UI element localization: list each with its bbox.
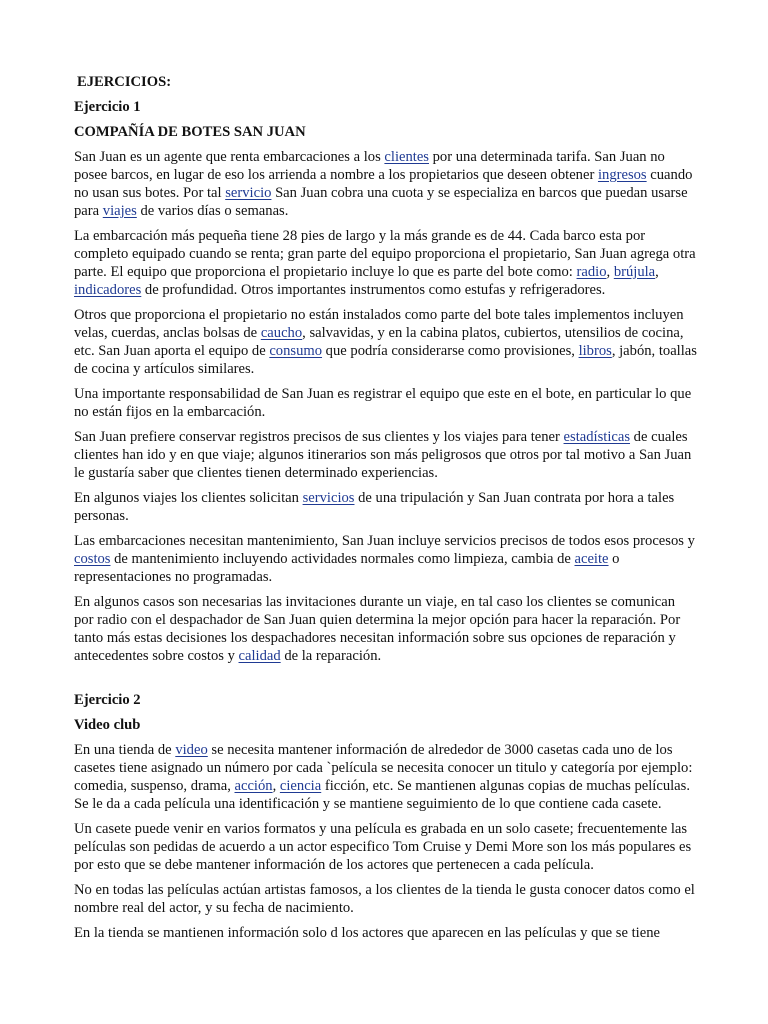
ex1-paragraph-1: San Juan es un agente que renta embarcaciones a los clientes por una determinada tarifa. San Juan no posee barcos, en lugar de eso los arrienda a nombre a los propietarios que deseen obtener ingresos cuando no usan sus botes. Por tal servicio San Juan cobra una cuota y se especializa en barcos que puedan usarse para viajes de varios días o semanas. (74, 149, 693, 219)
main-heading: EJERCICIOS: (77, 74, 172, 90)
exercise-2-title: Video club (74, 717, 141, 733)
exercise-1-label: Ejercicio 1 (74, 99, 141, 115)
section-gap (74, 672, 698, 691)
ex2-paragraph-1: En una tienda de video se necesita mantener información de alrededor de 3000 casetas cada uno de los casetes tiene asignado un número por cada `película se necesita conocer un titulo y categoría por ejemplo: comedia, suspenso, drama, acción, ciencia ficción, etc. Se mantienen algunas copias de muchas películas. Se le da a cada película una identificación y se mantiene seguimiento de lo que contiene cada casete. (74, 742, 693, 812)
link-calidad[interactable]: calidad (238, 648, 281, 664)
ex1-paragraph-7: Las embarcaciones necesitan mantenimiento, San Juan incluye servicios precisos de todos esos procesos y costos de mantenimiento incluyendo actividades normales como limpieza, cambia de aceite o representaciones no programadas. (74, 533, 695, 585)
ex2-paragraph-3: No en todas las películas actúan artistas famosos, a los clientes de la tienda le gusta conocer datos como el nombre real del actor, y su fecha de nacimiento. (74, 882, 695, 916)
link-consumo[interactable]: consumo (269, 343, 323, 359)
ex1-paragraph-5: San Juan prefiere conservar registros precisos de sus clientes y los viajes para tener estadísticas de cuales clientes han ido y en que viaje; algunos itinerarios son más peligrosos que otros por tal motivo a San Juan le gustaría saber que clientes tienen determinado experiencias. (74, 429, 692, 481)
link-ingresos[interactable]: ingresos (597, 167, 647, 183)
link-indicadores[interactable]: indicadores (74, 282, 142, 298)
ex1-paragraph-4: Una importante responsabilidad de San Juan es registrar el equipo que este en el bote, en particular lo que no están fijos en la embarcación. (74, 386, 692, 420)
link-servicio[interactable]: servicio (225, 185, 272, 201)
ex1-paragraph-2: La embarcación más pequeña tiene 28 pies de largo y la más grande es de 44. Cada barco esta por completo equipado cuando se renta; gran parte del equipo proporciona el propietario, San Juan agrega otra parte. El equipo que proporciona el propietario incluye lo que es parte del bote como: radio, brújula, indicadores de profundidad. Otros importantes instrumentos como estufas y refrigeradores. (74, 228, 696, 298)
link-video[interactable]: video (175, 742, 208, 758)
link-libros[interactable]: libros (578, 343, 612, 359)
exercise-2-label: Ejercicio 2 (74, 692, 141, 708)
ex1-paragraph-6: En algunos viajes los clientes solicitan servicios de una tripulación y San Juan contrata por hora a tales personas. (74, 490, 675, 524)
link-aceite[interactable]: aceite (574, 551, 609, 567)
ex2-paragraph-2: Un casete puede venir en varios formatos y una película es grabada en un solo casete; frecuentemente las películas son pedidas de acuerdo a un actor especifico Tom Cruise y Demi More son los más populares es por esto que se debe mantener información de los actores que pertenecen a cada película. (74, 821, 692, 873)
link-estadisticas[interactable]: estadísticas (563, 429, 631, 445)
exercise-1-title: COMPAÑÍA DE BOTES SAN JUAN (74, 124, 306, 140)
link-viajes[interactable]: viajes (102, 203, 137, 219)
ex1-paragraph-8: En algunos casos son necesarias las invitaciones durante un viaje, en tal caso los clientes se comunican por radio con el despachador de San Juan quien determina la mejor opción para hacer la reparación. Por tanto más estas decisiones los despachadores necesitan información sobre sus opciones de reparación y antecedentes sobre costos y calidad de la reparación. (74, 594, 681, 664)
link-servicios[interactable]: servicios (302, 490, 355, 506)
ex2-paragraph-4: En la tienda se mantienen información solo d los actores que aparecen en las películas y que se tiene (74, 925, 660, 941)
document-content (74, 73, 698, 949)
link-caucho[interactable]: caucho (260, 325, 303, 341)
ex1-paragraph-3: Otros que proporciona el propietario no están instalados como parte del bote tales implementos incluyen velas, cuerdas, anclas bolsas de caucho, salvavidas, y en la cabina platos, cubiertos, utensilios de cocina, etc. San Juan aporta el equipo de consumo que podría considerarse como provisiones, libros, jabón, toallas de cocina y artículos similares. (74, 307, 697, 377)
link-costos[interactable]: costos (74, 551, 111, 567)
link-brujula[interactable]: brújula (613, 264, 656, 280)
link-accion[interactable]: acción (234, 778, 273, 794)
link-ciencia[interactable]: ciencia (279, 778, 322, 794)
link-radio[interactable]: radio (576, 264, 607, 280)
link-clientes[interactable]: clientes (384, 149, 429, 165)
